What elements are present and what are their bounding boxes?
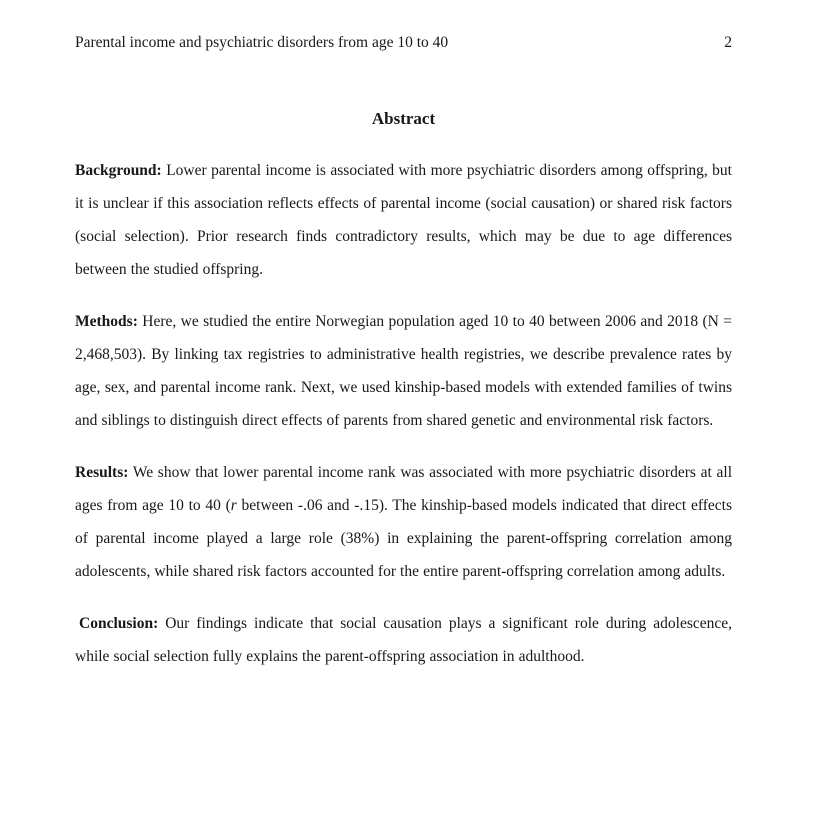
results-paragraph	[75, 456, 732, 588]
methods-paragraph	[75, 305, 732, 437]
conclusion-label: Conclusion:	[79, 615, 159, 632]
conclusion-text: Our findings indicate that social causation plays a significant role during adolescence, while social selection fully explains the parent-offspring association in adulthood.	[75, 615, 733, 665]
methods-text: Here, we studied the entire Norwegian population aged 10 to 40 between 2006 and 2018 (N = 2,468,503). By linking tax registries to administrative health registries, we describe prevalence rates by age, sex, and parental income rank. Next, we used kinship-based models with extended families of twins and siblings to distinguish direct effects of parents from shared genetic and environmental risk factors.	[75, 313, 732, 429]
methods-label: Methods:	[75, 313, 138, 330]
running-header	[75, 33, 732, 53]
background-paragraph	[75, 154, 732, 286]
results-correlation-symbol: r	[230, 497, 237, 514]
running-head-text: Parental income and psychiatric disorders from age 10 to 40	[75, 34, 449, 51]
results-text-part2: between -.06 and -.15). The kinship-based models indicated that direct effects of parental income played a large role (38%) in explaining the parent-offspring correlation among adolescents, while shared risk factors accounted for the entire parent-offspring correlation among adults.	[75, 497, 732, 580]
page-number: 2	[724, 34, 732, 51]
background-label: Background:	[75, 162, 162, 179]
conclusion-paragraph	[75, 607, 732, 673]
background-text: Lower parental income is associated with more psychiatric disorders among offspring, but it is unclear if this association reflects effects of parental income (social causation) or shared risk factors (social selection). Prior research finds contradictory results, which may be due to age differences between the studied offspring.	[75, 162, 732, 278]
results-label: Results:	[75, 464, 129, 481]
abstract-heading: Abstract	[371, 109, 436, 128]
results-text-part1: We show that lower parental income rank was associated with more psychiatric disorders at all ages from age 10 to 40 (	[75, 464, 732, 514]
